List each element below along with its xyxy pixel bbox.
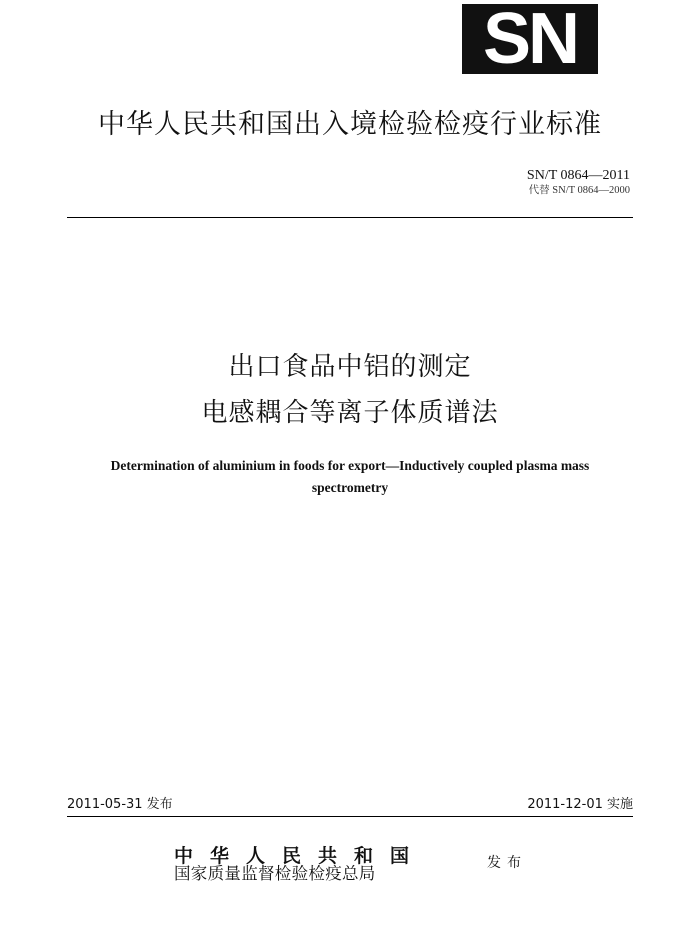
document-title-line1: 出口食品中铝的测定 bbox=[228, 352, 472, 382]
sn-logo: SN bbox=[462, 4, 598, 74]
implementation-date: 2011-12-01 实施 bbox=[527, 797, 633, 812]
english-title: Determination of aluminium in foods for export—Inductively coupled plasma mass spectrometry bbox=[110, 458, 590, 495]
document-title-line2: 电感耦合等离子体质谱法 bbox=[201, 398, 499, 428]
issue-date: 2011-05-31 发布 bbox=[67, 797, 173, 812]
issuer-agency: 国家质量监督检验检疫总局 bbox=[174, 864, 376, 883]
replaces-code: 代替 SN/T 0864—2000 bbox=[528, 185, 630, 196]
bottom-divider bbox=[67, 816, 633, 817]
issuer-country: 中华人民共和国 bbox=[174, 845, 427, 867]
publish-label: 发布 bbox=[487, 855, 527, 871]
top-divider bbox=[67, 217, 633, 218]
standard-code: SN/T 0864—2011 bbox=[526, 168, 630, 183]
organization-title: 中华人民共和国出入境检验检疫行业标准 bbox=[98, 109, 602, 140]
